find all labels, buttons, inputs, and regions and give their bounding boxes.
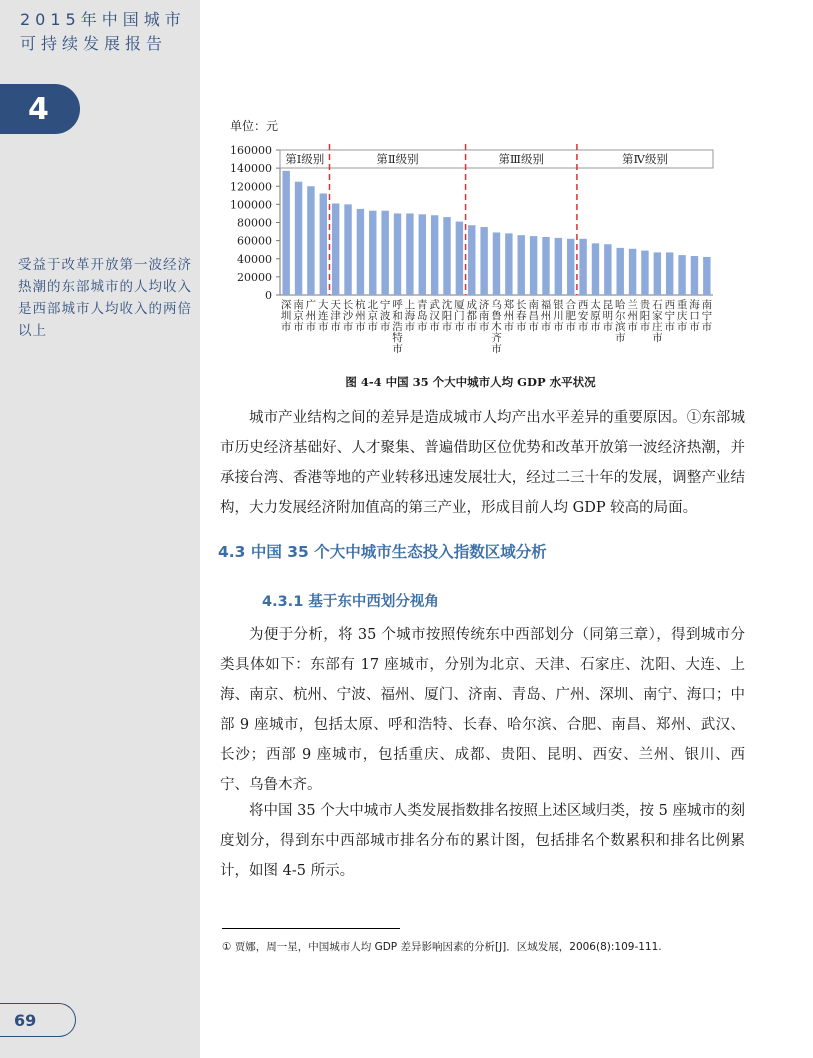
x-tick-label: 武汉市 bbox=[429, 299, 440, 333]
bar bbox=[617, 248, 624, 295]
report-title bbox=[20, 8, 186, 56]
x-tick-label: 青岛市 bbox=[417, 299, 428, 333]
x-tick-label: 太原市 bbox=[590, 299, 601, 333]
paragraph-1: 城市产业结构之间的差异是造成城市人均产出水平差异的重要原因。①东部城市历史经济基础好、人才聚集、普遍借助区位优势和改革开放第一波经济热潮，并承接台湾、香港等地的产业转移迅速发展壮大，经过二三十年的发展，调整产业结构，大力发展经济附加值高的第三产业，形成目前人均 GDP 较高的局面。 bbox=[220, 410, 745, 516]
section-heading-4-3: 4.3 中国 35 个大中城市生态投入指数区域分析 bbox=[218, 543, 547, 561]
x-tick-label: 大连市 bbox=[318, 299, 329, 333]
bar bbox=[480, 227, 487, 295]
subsection-heading-4-3-1: 4.3.1 基于东中西划分视角 bbox=[262, 594, 439, 610]
bar bbox=[542, 237, 549, 295]
y-tick-label: 40000 bbox=[237, 252, 272, 266]
x-tick-label: 石家庄市 bbox=[652, 299, 663, 344]
bar bbox=[530, 236, 537, 295]
x-tick-label: 南宁市 bbox=[701, 299, 713, 333]
bar bbox=[468, 225, 475, 295]
unit-label: 单位：元 bbox=[230, 119, 279, 133]
bar bbox=[666, 252, 673, 295]
x-tick-label: 济南市 bbox=[478, 299, 490, 333]
x-tick-label: 乌鲁木齐市 bbox=[491, 299, 502, 355]
paragraph-2: 为便于分析，将 35 个城市按照传统东中西部划分（同第三章），得到城市分类具体如下：东部有 17 座城市，分别为北京、天津、石家庄、沈阳、大连、上海、南京、杭州、宁波、福州、厦门、济南、青岛、广州、深圳、南宁、海口；中部 9 座城市，包括太原、呼和浩特、长春、哈尔滨、合肥、南昌、郑州、武汉、长沙；西部 9 座城市，包括重庆、成都、贵阳、昆明、西安、兰州、银川、西宁、乌鲁木齐。 bbox=[220, 627, 745, 793]
bar bbox=[381, 211, 388, 295]
bar bbox=[394, 213, 401, 295]
x-tick-label: 西宁市 bbox=[664, 299, 675, 333]
x-tick-label: 兰州市 bbox=[627, 299, 638, 333]
level-label: 第Ⅲ级别 bbox=[498, 152, 545, 166]
bar bbox=[654, 252, 661, 295]
x-tick-label: 福州市 bbox=[540, 299, 552, 333]
x-tick-label: 长沙市 bbox=[342, 299, 354, 333]
bar bbox=[555, 238, 562, 295]
x-tick-label: 哈尔滨市 bbox=[614, 299, 626, 344]
bar bbox=[703, 257, 710, 295]
bar bbox=[344, 204, 351, 295]
bar bbox=[604, 244, 611, 295]
bar bbox=[443, 217, 450, 295]
report-title-line1: 2015年中国城市 bbox=[20, 10, 186, 29]
x-tick-label: 杭州市 bbox=[355, 299, 366, 333]
x-tick-label: 郑州市 bbox=[503, 299, 515, 333]
level-label: 第Ⅰ级别 bbox=[285, 152, 325, 166]
bar bbox=[456, 222, 463, 295]
chapter-number-tab bbox=[0, 84, 80, 134]
bar bbox=[431, 215, 438, 295]
bar bbox=[629, 249, 636, 295]
footnote-rule bbox=[222, 928, 400, 929]
bar bbox=[691, 256, 698, 295]
x-tick-label: 成都市 bbox=[466, 299, 478, 333]
chart-caption-text: 图 4-4 中国 35 个大中城市人均 GDP 水平状况 bbox=[345, 375, 596, 389]
y-tick-label: 120000 bbox=[230, 180, 272, 194]
x-tick-label: 广州市 bbox=[305, 299, 317, 333]
y-tick-label: 160000 bbox=[230, 144, 272, 157]
x-tick-label: 昆明市 bbox=[602, 299, 614, 333]
x-tick-label: 银川市 bbox=[553, 299, 564, 333]
level-label: 第Ⅳ级别 bbox=[621, 152, 668, 166]
chart-caption bbox=[218, 374, 723, 390]
bar bbox=[592, 243, 599, 295]
footnote: ① 贾娜，周一星，中国城市人均 GDP 差异影响因素的分析[J]．区域发展，2006(8):109-111. bbox=[222, 941, 662, 953]
page-number-tab bbox=[0, 1003, 76, 1037]
side-note: 受益于改革开放第一波经济热潮的东部城市的人均收入是西部城市人均收入的两倍以上 bbox=[18, 257, 192, 339]
bar bbox=[493, 232, 500, 295]
x-tick-label: 南昌市 bbox=[528, 299, 539, 333]
y-tick-label: 140000 bbox=[230, 162, 272, 176]
x-tick-label: 呼和浩特市 bbox=[392, 299, 403, 355]
x-tick-label: 合肥市 bbox=[565, 299, 576, 333]
x-tick-label: 西安市 bbox=[577, 299, 589, 333]
gdp-bar-chart bbox=[218, 114, 723, 369]
bar bbox=[332, 203, 339, 295]
bar bbox=[579, 239, 586, 295]
level-label: 第Ⅱ级别 bbox=[376, 152, 419, 166]
x-tick-label: 沈阳市 bbox=[441, 299, 453, 333]
y-tick-label: 60000 bbox=[237, 234, 272, 248]
y-tick-label: 20000 bbox=[237, 270, 272, 284]
chapter-number: 4 bbox=[28, 91, 49, 127]
y-tick-label: 0 bbox=[265, 289, 272, 302]
x-tick-label: 深圳市 bbox=[280, 299, 292, 333]
x-tick-label: 南京市 bbox=[293, 299, 304, 333]
bar bbox=[282, 171, 289, 295]
x-tick-label: 贵阳市 bbox=[639, 299, 651, 333]
x-tick-label: 重庆市 bbox=[676, 299, 688, 333]
bar bbox=[567, 239, 574, 295]
paragraph-3: 将中国 35 个大中城市人类发展指数排名按照上述区域归类，按 5 座城市的刻度划分，得到东中西部城市排名分布的累计图，包括排名个数累积和排名比例累计，如图 4-5 所示。 bbox=[220, 803, 745, 879]
page-number: 69 bbox=[14, 1010, 37, 1030]
x-tick-label: 天津市 bbox=[330, 299, 341, 333]
y-tick-label: 100000 bbox=[230, 198, 272, 212]
report-title-line2: 可持续发展报告 bbox=[20, 34, 168, 53]
x-tick-label: 北京市 bbox=[367, 299, 379, 333]
x-tick-label: 厦门市 bbox=[454, 299, 465, 333]
bar bbox=[505, 233, 512, 295]
x-tick-label: 宁波市 bbox=[379, 299, 391, 333]
bar bbox=[320, 194, 327, 296]
x-tick-label: 上海市 bbox=[404, 299, 416, 333]
x-tick-label: 海口市 bbox=[689, 299, 700, 333]
bar bbox=[419, 214, 426, 295]
bar bbox=[406, 213, 413, 295]
bar bbox=[518, 235, 525, 295]
bar bbox=[357, 209, 364, 295]
bar bbox=[678, 255, 685, 295]
bar bbox=[369, 211, 376, 295]
bar bbox=[641, 251, 648, 295]
bar bbox=[307, 186, 314, 295]
y-tick-label: 80000 bbox=[237, 216, 272, 230]
sidebar bbox=[0, 0, 200, 1058]
x-tick-label: 长春市 bbox=[515, 299, 527, 333]
bar bbox=[295, 182, 302, 295]
